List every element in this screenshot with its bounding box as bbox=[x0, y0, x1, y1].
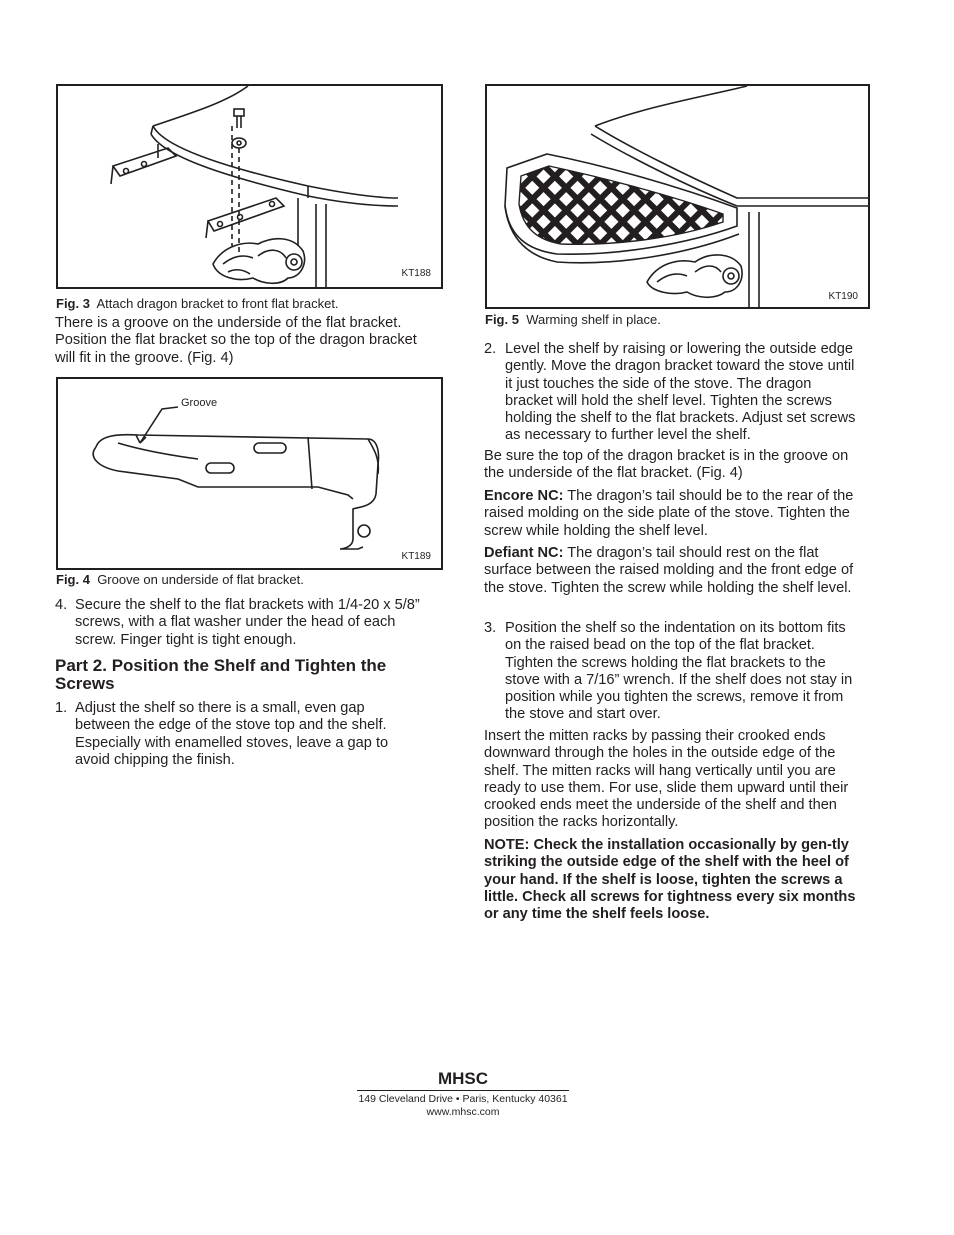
footer-rule bbox=[357, 1090, 569, 1091]
footer bbox=[357, 1069, 569, 1119]
fig4-caption-text: Groove on underside of flat bracket. bbox=[97, 572, 304, 587]
p2-step2-number: 2. bbox=[484, 341, 497, 357]
encore-label: Encore NC: bbox=[484, 488, 564, 504]
fig5-caption-text: Warming shelf in place. bbox=[526, 312, 661, 327]
fig5-caption bbox=[485, 312, 661, 327]
defiant-label: Defiant NC: bbox=[484, 545, 564, 561]
p2-step1-number: 1. bbox=[55, 700, 68, 716]
fig5-code: KT190 bbox=[828, 291, 858, 302]
fig3-illustration bbox=[58, 86, 443, 289]
p2-step3-text: Position the shelf so the indentation on its bottom fits on the raised bead on the top of the flat bracket. Tighten the screws holding the flat brackets to the stove with a 7/16” wrench. If the shelf does not stay in position while you tighten the screws, remove it from the stove and start over. bbox=[505, 620, 853, 723]
fig3-caption bbox=[56, 296, 339, 311]
fig4-caption-label: Fig. 4 bbox=[56, 572, 90, 587]
defiant-paragraph bbox=[484, 545, 869, 597]
fig5-caption-label: Fig. 5 bbox=[485, 312, 519, 327]
p2-step3-number: 3. bbox=[484, 620, 497, 636]
p2-step1-text: Adjust the shelf so there is a small, even gap between the edge of the stove top and the shelf. Especially with enamelled stoves, leave a gap to avoid chipping the finish. bbox=[75, 700, 389, 768]
footer-website: www.mhsc.com bbox=[426, 1106, 500, 1118]
fig3-caption-label: Fig. 3 bbox=[56, 296, 90, 311]
footer-address: 149 Cleveland Drive • Paris, Kentucky 40361 bbox=[358, 1093, 568, 1105]
fig4-callout-groove: Groove bbox=[181, 397, 218, 409]
encore-paragraph bbox=[484, 488, 869, 540]
groove-paragraph: There is a groove on the underside of the flat bracket. Position the flat bracket so the top of the dragon bracket will fit in the groove. (Fig. 4) bbox=[55, 315, 417, 366]
footer-brand: MHSC bbox=[437, 1069, 489, 1088]
p2-step2-text: Level the shelf by raising or lowering the outside edge gently. Move the dragon bracket toward the stove until it just touches the side of the stove. The dragon bracket will hold the shelf level. Tighten the screws holding the shelf to the flat brackets. Adjust set screws as necessary to further level the shelf. bbox=[505, 341, 856, 444]
check-groove-paragraph: Be sure the top of the dragon bracket is in the groove on the underside of the flat bracket. (Fig. 4) bbox=[484, 448, 849, 482]
fig4-illustration bbox=[58, 379, 443, 570]
figure-5 bbox=[485, 84, 870, 309]
part2-heading: Part 2. Position the Shelf and Tighten the Screws bbox=[55, 656, 387, 693]
figure-3 bbox=[56, 84, 443, 289]
note-paragraph: NOTE: Check the installation occasionally by gen-tly striking the outside edge of the shelf with the heel of your hand. If the shelf is loose, tighten the screws a little. Check all screws for tightness every six months or any time the shelf feels loose. bbox=[484, 837, 856, 923]
mitten-paragraph: Insert the mitten racks by passing their crooked ends downward through the holes in the outside edge of the shelf. The mitten racks will hang vertically until you are ready to use them. For use, slide them upward until their crooked ends meet the underside of the shelf and then position the racks horizontally. bbox=[484, 728, 849, 831]
defiant-text: The dragon’s tail should rest on the flat surface between the raised molding and the front edge of the stove. Tighten the screw while holding the shelf level. bbox=[484, 545, 854, 596]
step4-text: Secure the shelf to the flat brackets with 1/4-20 x 5/8” screws, with a flat washer under the head of each screw. Finger tight is tight enough. bbox=[75, 597, 420, 648]
fig3-caption-text: Attach dragon bracket to front flat bracket. bbox=[96, 296, 339, 311]
fig3-code: KT188 bbox=[401, 268, 431, 279]
fig5-illustration bbox=[487, 86, 870, 309]
encore-text: The dragon’s tail should be to the rear of the raised molding on the side plate of the stove. Tighten the screw while holding the shelf level. bbox=[484, 488, 854, 539]
figure-4 bbox=[56, 377, 443, 570]
step4-number: 4. bbox=[55, 597, 68, 613]
fig4-code: KT189 bbox=[401, 551, 431, 562]
fig4-caption bbox=[56, 572, 304, 587]
